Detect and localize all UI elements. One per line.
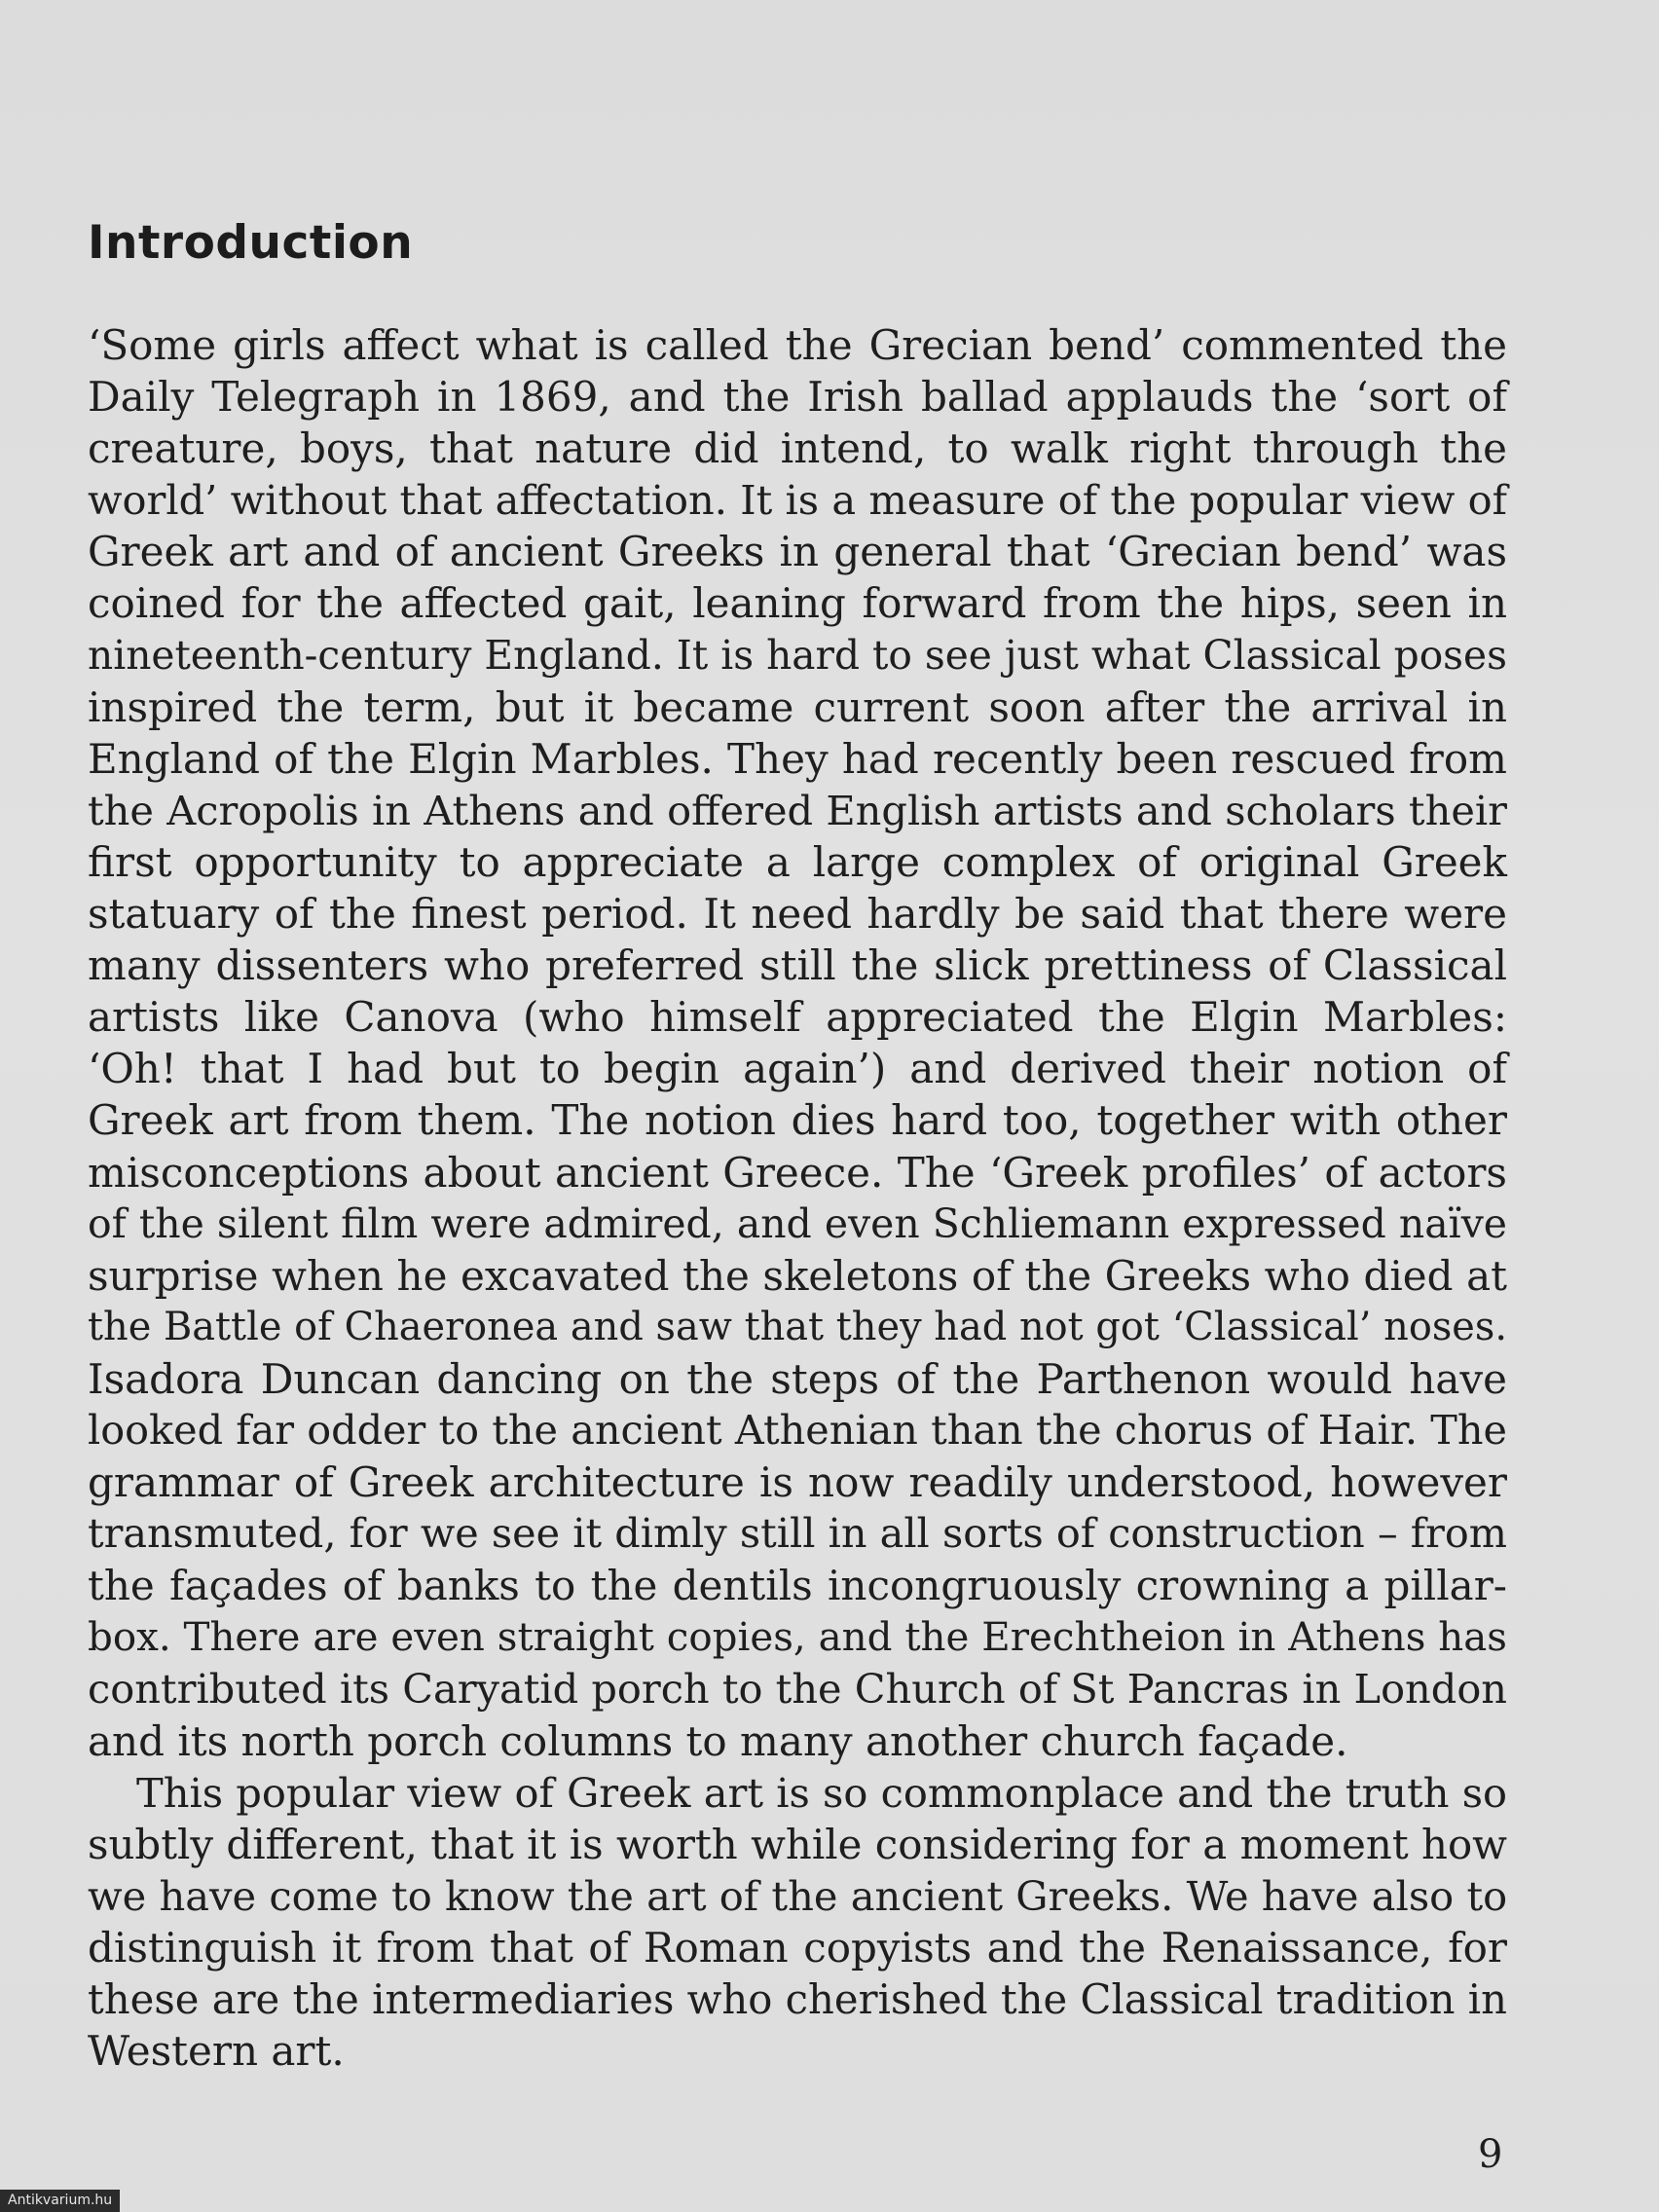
body-text <box>88 319 1507 2077</box>
text-line: artists like Canova (who himself appreciated the Elgin Marbles: <box>88 993 1507 1042</box>
text-line: box. There are even straight copies, and the Erechtheion in Athens has <box>88 1614 1507 1661</box>
paragraph-1 <box>88 319 1507 1767</box>
text-line: Daily Telegraph in 1869, and the Irish ballad applauds the ‘sort of <box>88 373 1507 422</box>
text-line: the façades of banks to the dentils incongruously crowning a pillar- <box>88 1562 1507 1610</box>
text-line: transmuted, for we see it dimly still in all sorts of construction – from <box>88 1510 1507 1558</box>
text-line: surprise when he excavated the skeletons of the Greeks who died at <box>88 1251 1507 1300</box>
text-line: subtly different, that it is worth while considering for a moment how <box>88 1820 1507 1868</box>
text-line: distinguish it from that of Roman copyists and the Renaissance, for <box>88 1923 1507 1972</box>
text-line: This popular view of Greek art is so commonplace and the truth so <box>136 1768 1508 1817</box>
text-line: nineteenth-century England. It is hard to see just what Classical poses <box>88 631 1507 679</box>
text-line: and its north porch columns to many another church façade. <box>88 1716 1348 1765</box>
watermark: Antikvarium.hu <box>0 2190 120 2212</box>
text-line: Greek art and of ancient Greeks in general that ‘Grecian bend’ was <box>88 528 1507 576</box>
page-number: 9 <box>1478 2132 1503 2177</box>
text-line: many dissenters who preferred still the slick prettiness of Classical <box>88 941 1507 990</box>
paragraph-2 <box>88 1767 1507 2078</box>
text-line: the Battle of Chaeronea and saw that they had not got ‘Classical’ noses. <box>88 1304 1507 1349</box>
text-line: Greek art from them. The notion dies hard too, together with other <box>88 1096 1507 1145</box>
text-line: we have come to know the art of the ancient Greeks. We have also to <box>88 1871 1508 1920</box>
text-line: coined for the affected gait, leaning forward from the hips, seen in <box>88 579 1507 628</box>
text-line: ‘Some girls affect what is called the Grecian bend’ commented the <box>88 321 1507 369</box>
page-title: Introduction <box>88 216 414 270</box>
text-line: these are the intermediaries who cherished the Classical tradition in <box>88 1975 1508 2023</box>
text-line: of the silent film were admired, and even Schliemann expressed naïve <box>88 1199 1507 1247</box>
text-line: grammar of Greek architecture is now readily understood, however <box>88 1458 1507 1507</box>
text-line: the Acropolis in Athens and offered English artists and scholars their <box>88 786 1507 834</box>
text-line: ‘Oh! that I had but to begin again’) and derived their notion of <box>88 1045 1507 1093</box>
text-line: statuary of the finest period. It need hardly be said that there were <box>88 890 1507 939</box>
text-line: Isadora Duncan dancing on the steps of the Parthenon would have <box>88 1354 1507 1403</box>
text-line: world’ without that affectation. It is a measure of the popular view of <box>88 476 1507 525</box>
text-line: misconceptions about ancient Greece. The ‘Greek profiles’ of actors <box>88 1148 1507 1197</box>
text-line: creature, boys, that nature did intend, to walk right through the <box>88 424 1507 473</box>
text-line: Western art. <box>88 2027 345 2076</box>
text-line: contributed its Caryatid porch to the Church of St Pancras in London <box>88 1665 1507 1714</box>
text-line: England of the Elgin Marbles. They had recently been rescued from <box>88 734 1507 783</box>
text-line: first opportunity to appreciate a large complex of original Greek <box>88 837 1507 886</box>
text-line: looked far odder to the ancient Athenian than the chorus of Hair. The <box>88 1406 1507 1454</box>
text-line: inspired the term, but it became current soon after the arrival in <box>88 682 1507 731</box>
